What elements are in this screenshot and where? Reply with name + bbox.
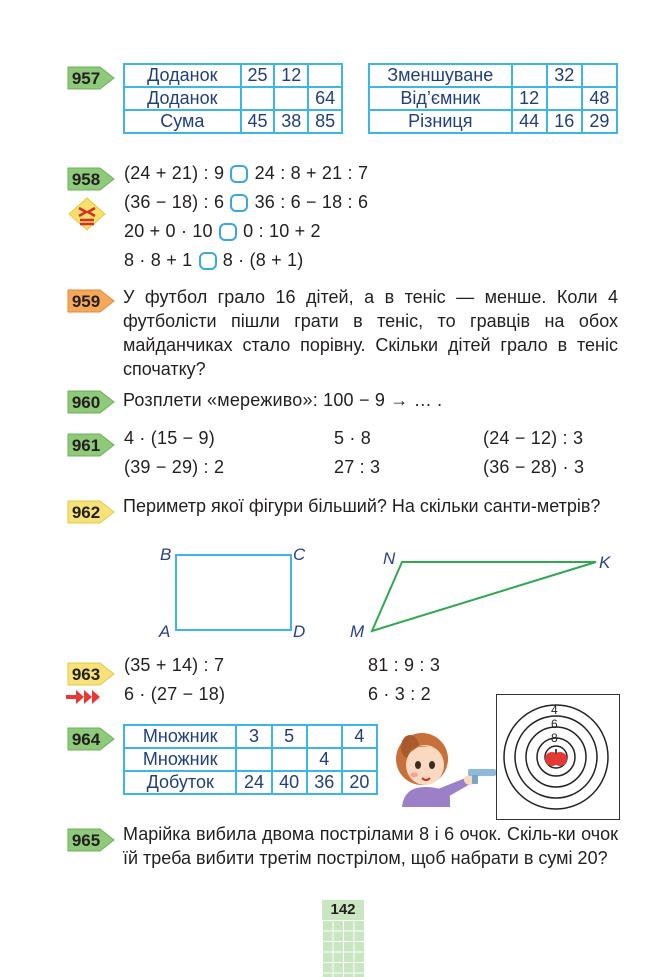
table-row	[124, 64, 342, 87]
row-label: Множник	[124, 748, 236, 771]
table-cell: 12	[512, 87, 547, 110]
row-label: Зменшуване	[369, 64, 512, 87]
table-cell: 32	[547, 64, 582, 87]
table-cell: 85	[308, 110, 342, 133]
table-cell	[241, 87, 275, 110]
exercise-number-963: 963	[66, 661, 116, 687]
expression: 4 · (15 − 9)	[124, 428, 215, 448]
table-row	[124, 725, 377, 748]
comparison-line	[124, 192, 368, 213]
table-cell	[236, 748, 271, 771]
exercise-number-959: 959	[66, 288, 116, 314]
point-label: C	[293, 545, 306, 564]
row-label: Доданок	[124, 87, 241, 110]
exercise-number-965: 965	[66, 827, 116, 853]
shooting-target	[496, 694, 620, 820]
expression: 81 : 9 : 3	[368, 655, 441, 675]
table-cell	[342, 748, 377, 771]
expression: (24 + 21) : 9	[124, 163, 225, 183]
table-cell: 36	[307, 771, 342, 794]
row-label: Різниця	[369, 110, 512, 133]
table-cell: 24	[236, 771, 271, 794]
exercise-number-962: 962	[66, 499, 116, 525]
table-cell	[308, 64, 342, 87]
subtraction-table	[368, 63, 618, 134]
expression: 8 · (8 + 1)	[222, 250, 304, 270]
page-footer-grid	[322, 920, 364, 977]
multiplication-table	[123, 724, 378, 795]
table-cell	[582, 64, 617, 87]
expression: 6 · 3 : 2	[368, 684, 431, 704]
comparison-line	[124, 250, 303, 271]
point-label: A	[159, 622, 171, 641]
table-row	[124, 771, 377, 794]
problem-text: У футбол грало 16 дітей, а в теніс — менше. Коли 4 футболісти пішли грати в теніс, то гравців на обох майданчиках стало порівну. Скільки дітей грало в теніс спочатку?	[123, 287, 618, 379]
expression: 36 : 6 − 18 : 6	[254, 192, 369, 212]
exercise-number-964: 964	[66, 726, 116, 752]
exercise-number-960: 960	[66, 389, 116, 415]
expression: 6 · (27 − 18)	[124, 684, 226, 704]
row-label: Доданок	[124, 64, 241, 87]
comparison-line	[124, 221, 321, 242]
table-cell: 48	[582, 87, 617, 110]
girl-shooter-illustration	[388, 725, 498, 807]
table-cell: 12	[274, 64, 308, 87]
table-cell: 4	[342, 725, 377, 748]
table-cell	[307, 725, 342, 748]
row-label: Від’ємник	[369, 87, 512, 110]
table-cell: 25	[241, 64, 275, 87]
table-cell	[274, 87, 308, 110]
answer-box[interactable]	[219, 223, 237, 241]
expression: 27 : 3	[334, 457, 381, 477]
point-label: N	[383, 549, 396, 568]
table-cell: 29	[582, 110, 617, 133]
table-cell: 5	[272, 725, 307, 748]
page-number: 142	[322, 900, 364, 920]
table-cell: 16	[547, 110, 582, 133]
apple-icon	[545, 749, 567, 766]
point-label: M	[350, 622, 365, 641]
expression: (36 − 18) : 6	[124, 192, 225, 212]
answer-box[interactable]	[230, 194, 248, 212]
table-cell: 20	[342, 771, 377, 794]
table-row	[124, 748, 377, 771]
exercise-number-957: 957	[66, 65, 116, 91]
table-row	[369, 64, 617, 87]
point-label: K	[599, 553, 611, 572]
addition-table	[123, 63, 343, 134]
ring-label: 8	[551, 731, 558, 745]
expression: 5 · 8	[334, 428, 372, 448]
ring-label: 6	[551, 717, 558, 731]
answer-box[interactable]	[199, 252, 217, 270]
table-row	[124, 87, 342, 110]
table-cell: 3	[236, 725, 271, 748]
problem-text: Периметр якої фігури більший? На скільки санти-метрів?	[123, 496, 601, 516]
expression: (35 + 14) : 7	[124, 655, 225, 675]
table-cell: 64	[308, 87, 342, 110]
expression: (39 − 29) : 2	[124, 457, 225, 477]
point-label: B	[160, 545, 172, 564]
ring-label: 4	[551, 703, 558, 717]
table-cell: 40	[272, 771, 307, 794]
table-cell	[272, 748, 307, 771]
row-label: Множник	[124, 725, 236, 748]
triple-arrow-icon	[66, 688, 108, 706]
task-text: Розплети «мереживо»: 100 − 9 → … .	[123, 390, 443, 410]
table-row	[369, 110, 617, 133]
exercise-number-961: 961	[66, 432, 116, 458]
point-label: D	[293, 622, 306, 641]
rectangle-abcd	[176, 555, 291, 630]
expression: (24 − 12) : 3	[483, 428, 584, 448]
table-cell: 45	[241, 110, 275, 133]
expression: 20 + 0 · 10	[124, 221, 213, 241]
expression: 8 · 8 + 1	[124, 250, 193, 270]
expression: (36 − 28) · 3	[483, 457, 585, 477]
table-row	[124, 110, 342, 133]
expression: 24 : 8 + 21 : 7	[254, 163, 369, 183]
table-cell: 4	[307, 748, 342, 771]
table-cell: 44	[512, 110, 547, 133]
compare-signs-icon	[67, 196, 107, 232]
exercise-number-958: 958	[66, 166, 116, 192]
table-row	[369, 87, 617, 110]
row-label: Добуток	[124, 771, 236, 794]
triangle-mnk	[372, 562, 596, 631]
problem-text: Марійка вибила двома пострілами 8 і 6 очок. Скіль-ки очок їй треба вибити третім пострілом, щоб набрати в сумі 20?	[123, 824, 618, 868]
answer-box[interactable]	[230, 165, 248, 183]
table-cell	[512, 64, 547, 87]
expression: 0 : 10 + 2	[243, 221, 321, 241]
table-cell	[547, 87, 582, 110]
row-label: Сума	[124, 110, 241, 133]
table-cell: 38	[274, 110, 308, 133]
comparison-line	[124, 163, 368, 184]
